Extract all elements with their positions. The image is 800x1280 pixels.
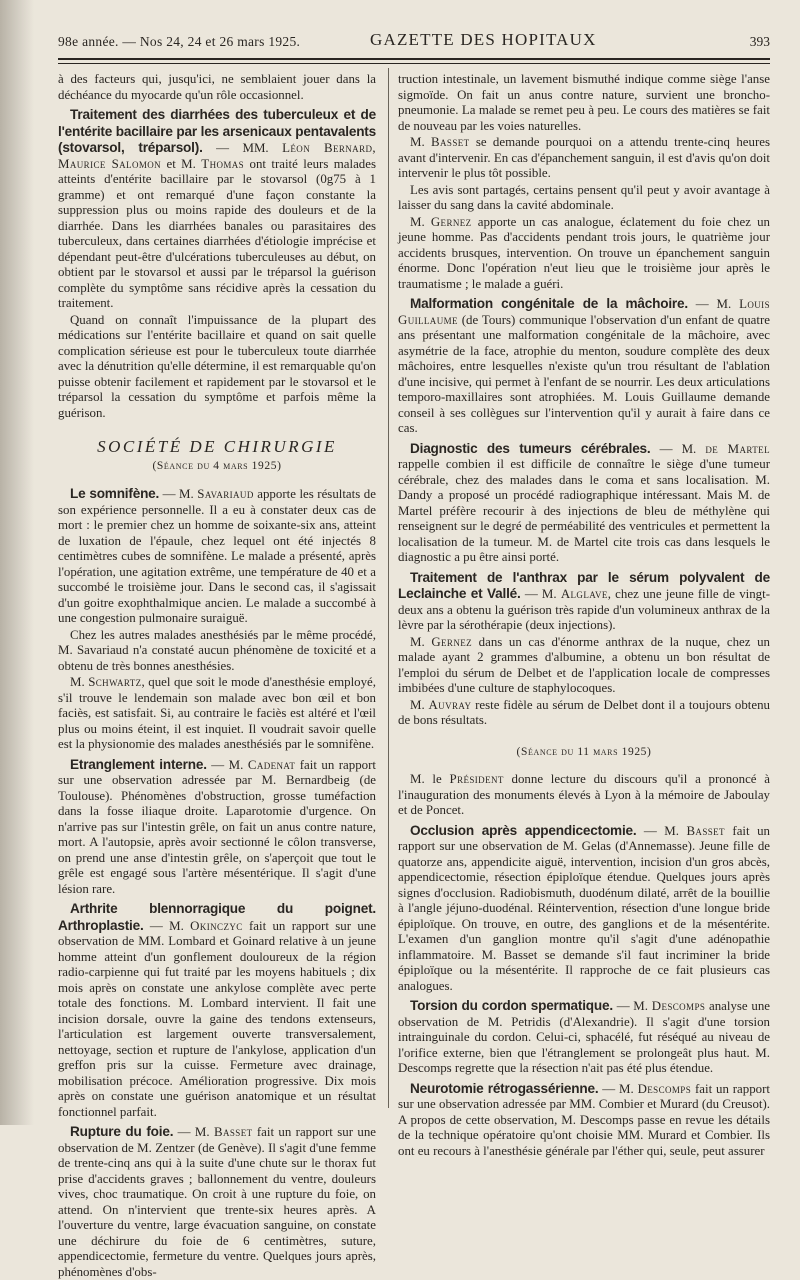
article-body: analyse une observation de M. Petridis (d'Alexandrie). Il s'agit d'une torsion intrainguinale du cordon. Celui-ci, sphacélé, fut réséqué au niveau de l'orifice externe, bien que l'étranglement se prolongeât plus haut. M. Descomps regrette que la résection n'ait pas été plus étendue.	[398, 999, 770, 1075]
author-name: Okinczyc	[190, 918, 243, 933]
article-body: rappelle combien il est difficile de connaître le siège d'une tumeur cérébrale, chez des malades dans le coma et sans localisation. M. Dandy a proposé un procédé radiographique intéressant. Mais M. de Martel préfère recourir à des injections de bleu de méthylène qui renseignent sur le degré de perméabilité des ventricules et permettent la localisation de la tumeur. M. de Martel cite trois cas dans lesquels le diagnostic a pu être ainsi porté.	[398, 457, 770, 564]
author-name: Président	[449, 772, 504, 786]
author-prefix: — M.	[643, 823, 679, 838]
journal-title: GAZETTE DES HOPITAUX	[370, 30, 597, 49]
article-arsenicaux	[58, 107, 376, 421]
page-header	[58, 28, 770, 54]
article-paragraph: Chez les autres malades anesthésiés par le même procédé, M. Savariaud n'a constaté aucun phénomène de toxicité et a obtenu de très bonnes anesthésies.	[58, 627, 376, 673]
author-name: Louis Guillaume	[398, 297, 770, 327]
author-name: Basset	[431, 135, 470, 149]
article-body: reste fidèle au sérum de Delbet dont il a toujours obtenu de bons résultats.	[398, 697, 770, 727]
author-name: Gernez	[430, 214, 472, 229]
article-paragraph	[58, 901, 376, 1120]
author-prefix: — M.	[524, 587, 557, 601]
author-prefix: M. le	[410, 772, 442, 786]
author-name: Descomps	[651, 999, 706, 1013]
article-body: fait un rapport sur une observation de MM. Lombard et Goinard relative à un jeune homme atteint d'un gonflement douloureux de la région radio-carpienne qui fut traité par les moyens habituels ; dix mois après on constate une ankylose complète avec perte totale des fonctions. M. Lombard intervient. Il fait une incision dorsale, ouvre la gaine des tendons extenseurs, l'articulation est largement ouverte transversalement, nettoyage, section et rupture de l'ankylose, application d'un greffon pris sur la cuisse. Fermeture avec drainage, mobilisation précoce. Amélioration progressive. Dix mois après on constate une guérison anatomique et un résultat fonctionnel parfait.	[58, 918, 376, 1119]
article-occlusion	[398, 823, 770, 995]
article-body: apporte les résultats de son expérience personnelle. Il a eu à constater deux cas de mort : le premier chez un homme de soixante-six ans, atteint de luxation de l'épaule, chez lequel ont été injectés 8 centimètres cubes de somnifène. Le malade a présenté, après l'opération, une agitation extrême, une température de 40 et a succombé le troisième jour. Dans le second cas, il s'agissait d'un goitre exophthalmique ancien. Le malade a succombé à une congestion pulmonaire suraiguë.	[58, 487, 376, 625]
author-name: Auvray	[428, 697, 472, 712]
author-name: Basset	[213, 1125, 253, 1139]
article-paragraph	[398, 296, 770, 437]
article-paragraph	[58, 757, 376, 898]
article-body: fait un rapport sur une observation adressée par MM. Combier et Murard (du Creusot). A propos de cette observation, M. Descomps passe en revue les détails de la technique opératoire qu'ont choisie MM. Murard et Combier. Ils ont eu recours à l'anesthésie générale par l'éther qui, seule, peut assurer	[398, 1081, 770, 1158]
author-name: Schwartz	[88, 675, 142, 689]
article-paragraph	[398, 635, 770, 697]
article-title: Torsion du cordon spermatique.	[410, 998, 613, 1013]
author-name: Cadenat	[247, 757, 296, 772]
article-body: , quel que soit le mode d'anesthésie employé, s'il trouve le lendemain son malade avec bon œil et bon faciès, est satisfait. Si, au contraire le faciès est altéré et l'œil plus ou moins éteint, il est inquiet. Il voudrait savoir quelle est la physionomie des malades anesthésiés par le somnifène.	[58, 675, 376, 751]
article-body: donne lecture du discours qu'il a prononcé à l'inauguration des monuments élevés à Lyon à la mémoire de Jaboulay et de Poncet.	[398, 772, 770, 817]
article-paragraph: Quand on connaît l'impuissance de la plupart des médications sur l'entérite bacillaire et quand on sait quelle complication sérieuse est pour le tuberculeux toute diarrhée avec la dénutrition qu'elle détermine, il est remarquable qu'on puisse obtenir facilement et rapidement par le stovarsol et le tréparsol la cessation du symptôme et parfois même la guérison.	[58, 312, 376, 420]
article-title: Neurotomie rétrogassérienne.	[410, 1080, 599, 1096]
section-title: SOCIÉTÉ DE CHIRURGIE	[97, 437, 337, 456]
article-body: fait un rapport sur une observation adressée par M. Bernardbeig (de Toulouse). Phénomènes d'obstruction, grosse tuméfaction dans la fosse iliaque droite. Laparotomie d'urgence. On n'arrive pas sur l'intestin grêle, on fait un anus contre nature, mort. A l'autopsie, après avoir sectionné le côlon transverse, on prend une anse d'intestin grêle, on s'aperçoit que tout le grêle est engagé sous l'artère mésentérique. Il s'agit d'une lésion rare.	[58, 757, 376, 896]
author-prefix: — M.	[602, 1081, 634, 1096]
author-conj: et M.	[166, 156, 196, 171]
article-paragraph	[58, 1124, 376, 1280]
author-prefix: — M.	[695, 297, 732, 311]
article-paragraph	[398, 823, 770, 995]
author-prefix: M.	[70, 675, 85, 689]
article-body: ont traité leurs malades atteints d'entérite bacillaire par le stovarsol (0g75 à 1 gramme) et ont remarqué d'une façon constante la suppression plus ou moins rapide des douleurs et de la diarrhée. Dans les diarrhées banales ou parasitaires des tuberculeux, dans certaines diarrhées d'étiologie imprécise et dépendant peut-être d'ulcérations tuberculeuses au début, on obtient par le stovarsol et aussi par le tréparsol la guérison complète du symptôme sans récidive après la cessation du traitement.	[58, 156, 376, 310]
author-name: Alglave	[560, 587, 608, 601]
article-torsion	[398, 998, 770, 1077]
article-body: apporte un cas analogue, éclatement du foie chez un jeune homme. Pas d'accidents pendant trois jours, le quatrième jour accidents brusques, intervention. On trouve un épanchement sanguin énorme. Donc l'opération n'eut lieu que le troisième jour après le traumatisme ; le malade a guéri.	[398, 214, 770, 291]
article-title: Occlusion après appendicectomie.	[410, 822, 637, 838]
session-date: (Séance du 4 mars 1925)	[152, 459, 282, 472]
article-title: Malformation congénitale de la mâchoire.	[410, 296, 688, 311]
article-title: Traitement de l'anthrax par le sérum polyvalent de Leclainche et Vallé.	[398, 569, 770, 601]
article-body: fait un rapport sur une observation de M. Gelas (d'Annemasse). Jeune fille de quatorze ans, appendicite aiguë, intervention, incision d'un gros abcès, appendicectomie, résection épiploïque étendue. Quelques jours après signes d'occlusion. Radiobismuth, duodénum dilaté, arrêt de la bouillie à l'angle jéjuno-duodénal. Réintervention, résection d'une longue bride épiploïque. On trouve, en outre, des ganglions et de la mésentérite. L'examen d'un ganglion montre qu'il s'agit d'une adénopathie inflammatoire. M. Basset se demande s'il faut incriminer la bride épiploïque ou la mésentérite. Il rapproche de ce fait plusieurs cas analogues.	[398, 823, 770, 993]
article-neurotomie	[398, 1081, 770, 1160]
author-name: Savariaud	[197, 487, 254, 501]
article-paragraph	[398, 215, 770, 293]
article-paragraph: Traitement des diarrhées des tuberculeux et de l'entérite bacillaire par les arsenicaux pentavalents (stovarsol, tréparsol). — MM. Léon Bernard, Maurice Salomon et M. Thomas ont traité leurs malades atteints d'entérite bacillaire par le stovarsol (0g75 à 1 gramme) et ont remarqué d'une façon constante la suppression plus ou moins rapide des douleurs et de la diarrhée. Dans les diarrhées banales ou parasitaires des tuberculeux, dans certaines diarrhées d'étiologie imprécise et dépendant peut-être d'ulcérations tuberculeuses au début, on obtient par le stovarsol et aussi par le tréparsol la guérison complète du symptôme sans récidive après la cessation du traitement.	[58, 107, 377, 310]
article-body: , chez une jeune fille de vingt-deux ans a obtenu la guérison très rapide d'un volumineux anthrax de la lèvre par la sérothérapie (deux injections).	[398, 587, 770, 632]
right-column	[398, 72, 770, 1158]
article-title: Le somnifène.	[70, 486, 160, 501]
author-prefix: — M.	[211, 757, 244, 772]
article-paragraph	[398, 772, 770, 819]
author-prefix: — M.	[616, 999, 648, 1013]
article-tumeurs	[398, 441, 770, 566]
article-paragraph	[398, 135, 770, 182]
continued-paragraph: truction intestinale, un lavement bismuthé indique comme siège l'anse sigmoïde. On fait un anus contre nature, survient une broncho-pneumonie. La malade se remet peu à peu. Le cours des matières se fait de nouveau par les voies naturelles.	[398, 72, 770, 133]
header-rule-thin	[58, 63, 770, 64]
article-malformation	[398, 296, 770, 437]
article-anthrax	[398, 570, 770, 729]
article-etranglement	[58, 757, 376, 898]
article-paragraph	[398, 998, 770, 1077]
author-prefix: M.	[410, 214, 425, 229]
article-title: Diagnostic des tumeurs cérébrales.	[410, 440, 651, 456]
article-title: Traitement des diarrhées des tuberculeux et de l'entérite bacillaire par les arsenicaux pentavalents (stovarsol, tréparsol).	[58, 107, 376, 155]
header-rule-thick	[58, 58, 770, 60]
author-names: Léon Bernard, Maurice Salomon	[58, 141, 377, 171]
author-name: Gernez	[431, 634, 473, 649]
article-paragraph	[58, 486, 376, 627]
author-name: Thomas	[201, 156, 245, 171]
author-name: Descomps	[637, 1081, 692, 1096]
left-column	[58, 72, 377, 1279]
article-title: Rupture du foie.	[70, 1124, 174, 1139]
session-date: (Séance du 11 mars 1925)	[516, 745, 652, 758]
column-divider	[388, 68, 389, 1108]
article-paragraph	[58, 675, 376, 753]
article-body: dans un cas d'énorme anthrax de la nuque, chez un malade ayant 2 grammes d'albumine, a obtenu un bon résultat de l'emploi du sérum de Delbet et de l'application locale de compresses imbibées d'une culture de staphylocoques.	[398, 634, 770, 695]
continued-paragraph: à des facteurs qui, jusqu'ici, ne semblaient jouer dans la déchéance du myocarde qu'un rôle occasionnel.	[58, 72, 376, 102]
author-prefix: — M.	[177, 1125, 210, 1139]
article-arthrite	[58, 901, 376, 1120]
author-prefix: M.	[410, 634, 425, 649]
article-paragraph	[398, 698, 770, 729]
page-binding-shadow	[0, 0, 34, 1125]
article-title: Etranglement interne.	[70, 756, 207, 772]
article-body: se demande pourquoi on a attendu trente-cinq heures avant d'intervenir. En cas d'épanchement sanguin, il est d'avis qu'on doit intervenir le plus tôt possible.	[398, 135, 770, 180]
author-prefix: M.	[410, 135, 425, 149]
article-body: fait un rapport sur une observation de M. Zentzer (de Genève). Il s'agit d'une femme de trente-cinq ans qui à la suite d'une chute sur le thorax fut prise d'accidents graves ; ballonnement du ventre, douleurs vives, choc traumatique. On croit à une rupture du foie, on attend. On n'intervient que trente-six heures après. A l'ouverture du ventre, large évacuation sanguine, on constate une déchirure du foie de 6 centimètres, suture, appendicectomie, fermeture du ventre. Quelques jours après, phénomènes d'obs-	[58, 1125, 376, 1279]
article-rupture-foie	[58, 1124, 376, 1280]
author-prefix: — M.	[149, 918, 184, 933]
author-prefix: — M.	[659, 441, 697, 456]
article-title: Arthrite blennorragique du poignet. Arthroplastie.	[58, 901, 376, 933]
author-name: Basset	[686, 823, 725, 838]
author-prefix: M.	[410, 697, 425, 712]
issue-info: 98e année. — Nos 24, 24 et 26 mars 1925.	[58, 34, 301, 49]
article-body: (de Tours) communique l'observation d'un enfant de quatre ans présentant une malformation congénitale de la mâchoire, avec asymétrie de la face, atrophie du menton, soudure complète des deux mâchoires, entre lesquelles n'existe qu'un trou résultant de l'ablation d'une incisive, qui permet à l'enfant de se nourrir. Les deux articulations temporo-maxillaires sont atrophiées. M. Louis Guillaume demande conseil à ses collègues sur l'intervention qu'il y aurait à faire dans ce cas.	[398, 312, 770, 435]
article-paragraph	[398, 1081, 770, 1160]
article-paragraph: Les avis sont partagés, certains pensent qu'il peut y avoir avantage à laisser du sang dans la cavité abdominale.	[398, 182, 770, 212]
author-prefix: MM.	[242, 141, 269, 155]
author-prefix: — M.	[162, 487, 194, 501]
article-paragraph	[398, 441, 770, 566]
author-name: de Martel	[705, 441, 770, 456]
article-paragraph	[398, 570, 770, 634]
page-number: 393	[749, 34, 770, 49]
article-somnifene	[58, 486, 376, 753]
